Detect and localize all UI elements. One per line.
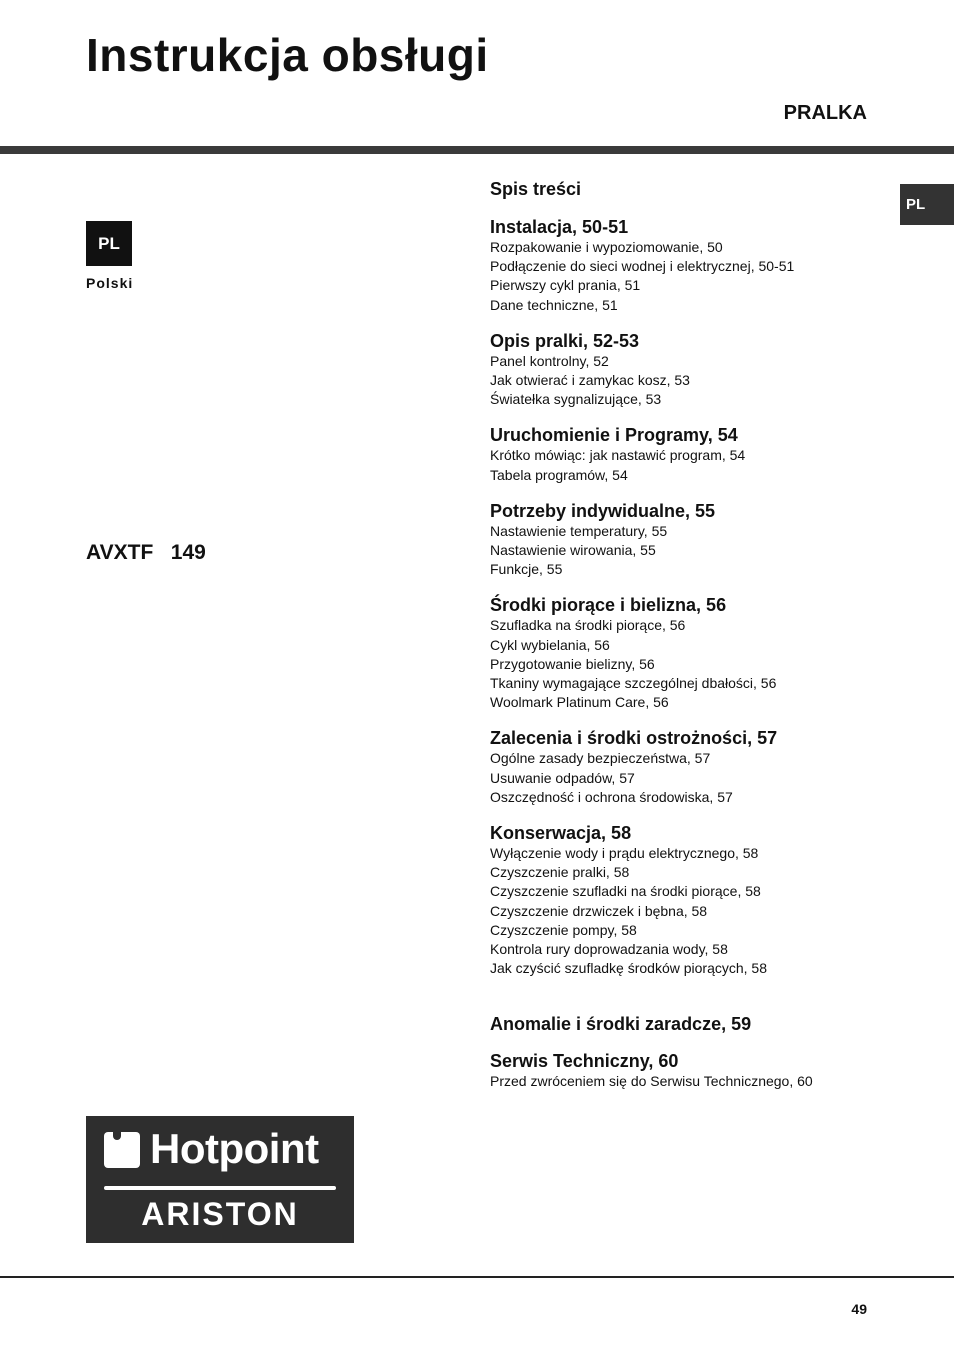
page-number: 49 xyxy=(851,1301,867,1317)
toc-item: Czyszczenie szufladki na środki piorące, 58 xyxy=(490,883,761,900)
toc-item: Światełka sygnalizujące, 53 xyxy=(490,391,662,408)
toc-item-list xyxy=(490,1072,890,1091)
toc-item: Tabela programów, 54 xyxy=(490,466,628,483)
toc-item: Funkcje, 55 xyxy=(490,561,563,578)
toc-item: Cykl wybielania, 56 xyxy=(490,636,610,653)
language-side-tab: PL xyxy=(900,184,954,225)
toc-item: Czyszczenie pompy, 58 xyxy=(490,921,637,938)
toc-section-description xyxy=(490,331,890,410)
toc-item: Rozpakowanie i wypoziomowanie, 50 xyxy=(490,239,723,255)
toc-item: Szufladka na środki piorące, 56 xyxy=(490,617,686,634)
toc-section-installation xyxy=(490,217,890,315)
toc-section-title: Instalacja, 50-51 xyxy=(490,217,629,237)
toc-section-title: Serwis Techniczny, 60 xyxy=(490,1051,679,1072)
toc-item: Nastawienie wirowania, 55 xyxy=(490,542,656,559)
toc-item: Panel kontrolny, 52 xyxy=(490,352,609,369)
page-title: Instrukcja obsługi xyxy=(86,29,489,81)
toc-item: Wyłączenie wody i prądu elektrycznego, 58 xyxy=(490,845,759,862)
toc-item: Czyszczenie pralki, 58 xyxy=(490,864,630,881)
toc-section-title: Anomalie i środki zaradcze, 59 xyxy=(490,1014,752,1035)
toc-item-list xyxy=(490,616,890,712)
toc-item: Jak otwierać i zamykac kosz, 53 xyxy=(490,372,690,389)
table-of-contents xyxy=(490,178,890,1108)
toc-section-title: Potrzeby indywidualne, 55 xyxy=(490,500,716,521)
toc-item: Przed zwróceniem się do Serwisu Technicznego, 60 xyxy=(490,1073,813,1090)
toc-item: Woolmark Platinum Care, 56 xyxy=(490,694,669,711)
toc-section-detergents xyxy=(490,595,890,712)
toc-item: Przygotowanie bielizny, 56 xyxy=(490,655,655,672)
product-type: PRALKA xyxy=(783,102,867,124)
toc-item-list xyxy=(490,749,890,807)
toc-item-list xyxy=(490,238,890,315)
footer-divider xyxy=(0,1276,954,1278)
toc-item: Usuwanie odpadów, 57 xyxy=(490,769,635,786)
toc-item: Krótko mówiąc: jak nastawić program, 54 xyxy=(490,447,746,464)
toc-item-list xyxy=(490,844,890,978)
brand-logo xyxy=(86,1116,354,1243)
model-number: AVXTF 149 xyxy=(86,541,206,564)
header-divider xyxy=(0,146,954,154)
toc-item: Tkaniny wymagające szczególnej dbałości, 56 xyxy=(490,675,777,692)
toc-section-programs xyxy=(490,425,890,484)
toc-item: Dane techniczne, 51 xyxy=(490,296,618,313)
toc-item: Podłączenie do sieci wodnej i elektrycznej, 50-51 xyxy=(490,258,795,275)
toc-item: Oszczędność i ochrona środowiska, 57 xyxy=(490,788,733,805)
toc-section-title: Zalecenia i środki ostrożności, 57 xyxy=(490,728,778,749)
toc-item: Nastawienie temperatury, 55 xyxy=(490,522,668,539)
toc-item-list xyxy=(490,446,890,484)
toc-section-title: Opis pralki, 52-53 xyxy=(490,330,640,351)
toc-section-title: Środki piorące i bielizna, 56 xyxy=(490,595,727,616)
logo-wordmark-ariston: ARISTON xyxy=(141,1196,299,1232)
logo-wordmark-hotpoint: Hotpoint xyxy=(150,1125,319,1172)
toc-section-maintenance xyxy=(490,823,890,978)
toc-section-personalisation xyxy=(490,501,890,580)
toc-item: Pierwszy cykl prania, 51 xyxy=(490,277,641,294)
toc-item: Ogólne zasady bezpieczeństwa, 57 xyxy=(490,750,711,767)
toc-section-precautions xyxy=(490,728,890,807)
logo-divider xyxy=(104,1186,336,1190)
language-name: Polski xyxy=(86,275,134,291)
toc-item-list xyxy=(490,522,890,580)
toc-section-service xyxy=(490,1051,890,1091)
toc-item: Kontrola rury doprowadzania wody, 58 xyxy=(490,941,728,958)
toc-item: Czyszczenie drzwiczek i bębna, 58 xyxy=(490,902,708,919)
toc-heading: Spis treści xyxy=(490,179,582,199)
toc-section-troubleshooting xyxy=(490,1014,890,1035)
toc-item-list xyxy=(490,352,890,410)
toc-item: Jak czyścić szufladkę środków piorących, 58 xyxy=(490,960,767,977)
language-badge: PL xyxy=(86,221,132,266)
toc-section-title: Uruchomienie i Programy, 54 xyxy=(490,425,738,446)
toc-section-title: Konserwacja, 58 xyxy=(490,823,632,844)
hotpoint-mark-icon xyxy=(104,1132,140,1168)
